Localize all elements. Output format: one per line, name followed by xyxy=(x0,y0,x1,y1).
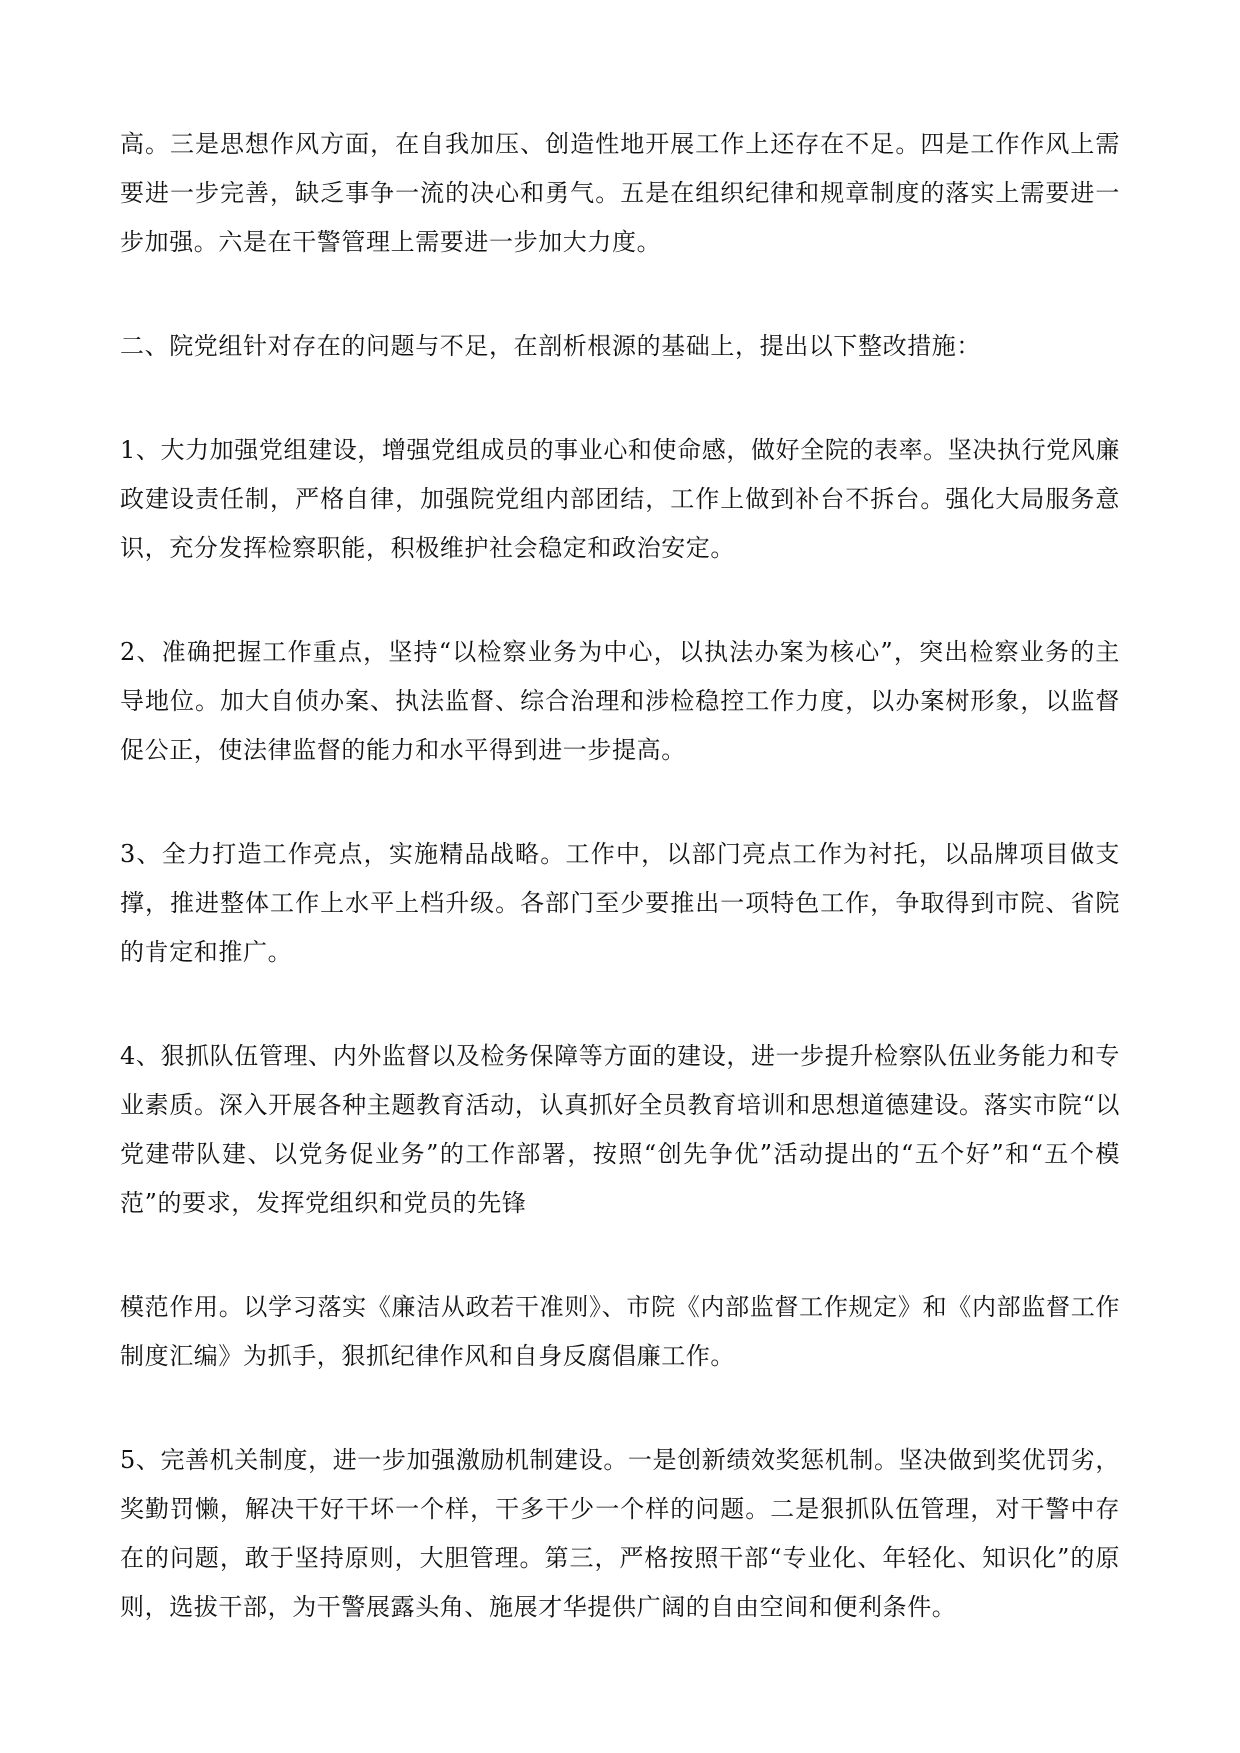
paragraph-measure-1: 1、大力加强党组建设，增强党组成员的事业心和使命感，做好全院的表率。坚决执行党风廉政建设责任制，严格自律，加强院党组内部团结，工作上做到补台不拆台。强化大局服务意识，充分发挥检察职能，积极维护社会稳定和政治安定。 xyxy=(120,436,1120,562)
paragraph-measure-4-continued: 模范作用。以学习落实《廉洁从政若干准则》、市院《内部监督工作规定》和《内部监督工作制度汇编》为抓手，狠抓纪律作风和自身反腐倡廉工作。 xyxy=(120,1293,1120,1370)
paragraph-measure-4: 4、狠抓队伍管理、内外监督以及检务保障等方面的建设，进一步提升检察队伍业务能力和专业素质。深入开展各种主题教育活动，认真抓好全员教育培训和思想道德建设。落实市院“以党建带队建、以党务促业务”的工作部署，按照“创先争优”活动提出的“五个好”和“五个模范”的要求，发挥党组织和党员的先锋 xyxy=(120,1042,1120,1217)
paragraph-measure-5: 5、完善机关制度，进一步加强激励机制建设。一是创新绩效奖惩机制。坚决做到奖优罚劣，奖勤罚懒，解决干好干坏一个样，干多干少一个样的问题。二是狠抓队伍管理，对干警中存在的问题，敢于坚持原则，大胆管理。第三，严格按照干部“专业化、年轻化、知识化”的原则，选拔干部，为干警展露头角、施展才华提供广阔的自由空间和便利条件。 xyxy=(120,1446,1120,1621)
paragraph-measure-3: 3、全力打造工作亮点，实施精品战略。工作中，以部门亮点工作为衬托，以品牌项目做支撑，推进整体工作上水平上档升级。各部门至少要推出一项特色工作，争取得到市院、省院的肯定和推广。 xyxy=(120,840,1120,966)
paragraph-intro-continuation: 高。三是思想作风方面，在自我加压、创造性地开展工作上还存在不足。四是工作作风上需要进一步完善，缺乏事争一流的决心和勇气。五是在组织纪律和规章制度的落实上需要进一步加强。六是在干警管理上需要进一步加大力度。 xyxy=(120,130,1120,256)
document-page xyxy=(120,120,1120,1632)
paragraph-measure-2: 2、准确把握工作重点，坚持“以检察业务为中心，以执法办案为核心”，突出检察业务的主导地位。加大自侦办案、执法监督、综合治理和涉检稳控工作力度，以办案树形象，以监督促公正，使法律监督的能力和水平得到进一步提高。 xyxy=(120,638,1120,764)
section-heading-rectification: 二、院党组针对存在的问题与不足，在剖析根源的基础上，提出以下整改措施： xyxy=(120,332,981,360)
